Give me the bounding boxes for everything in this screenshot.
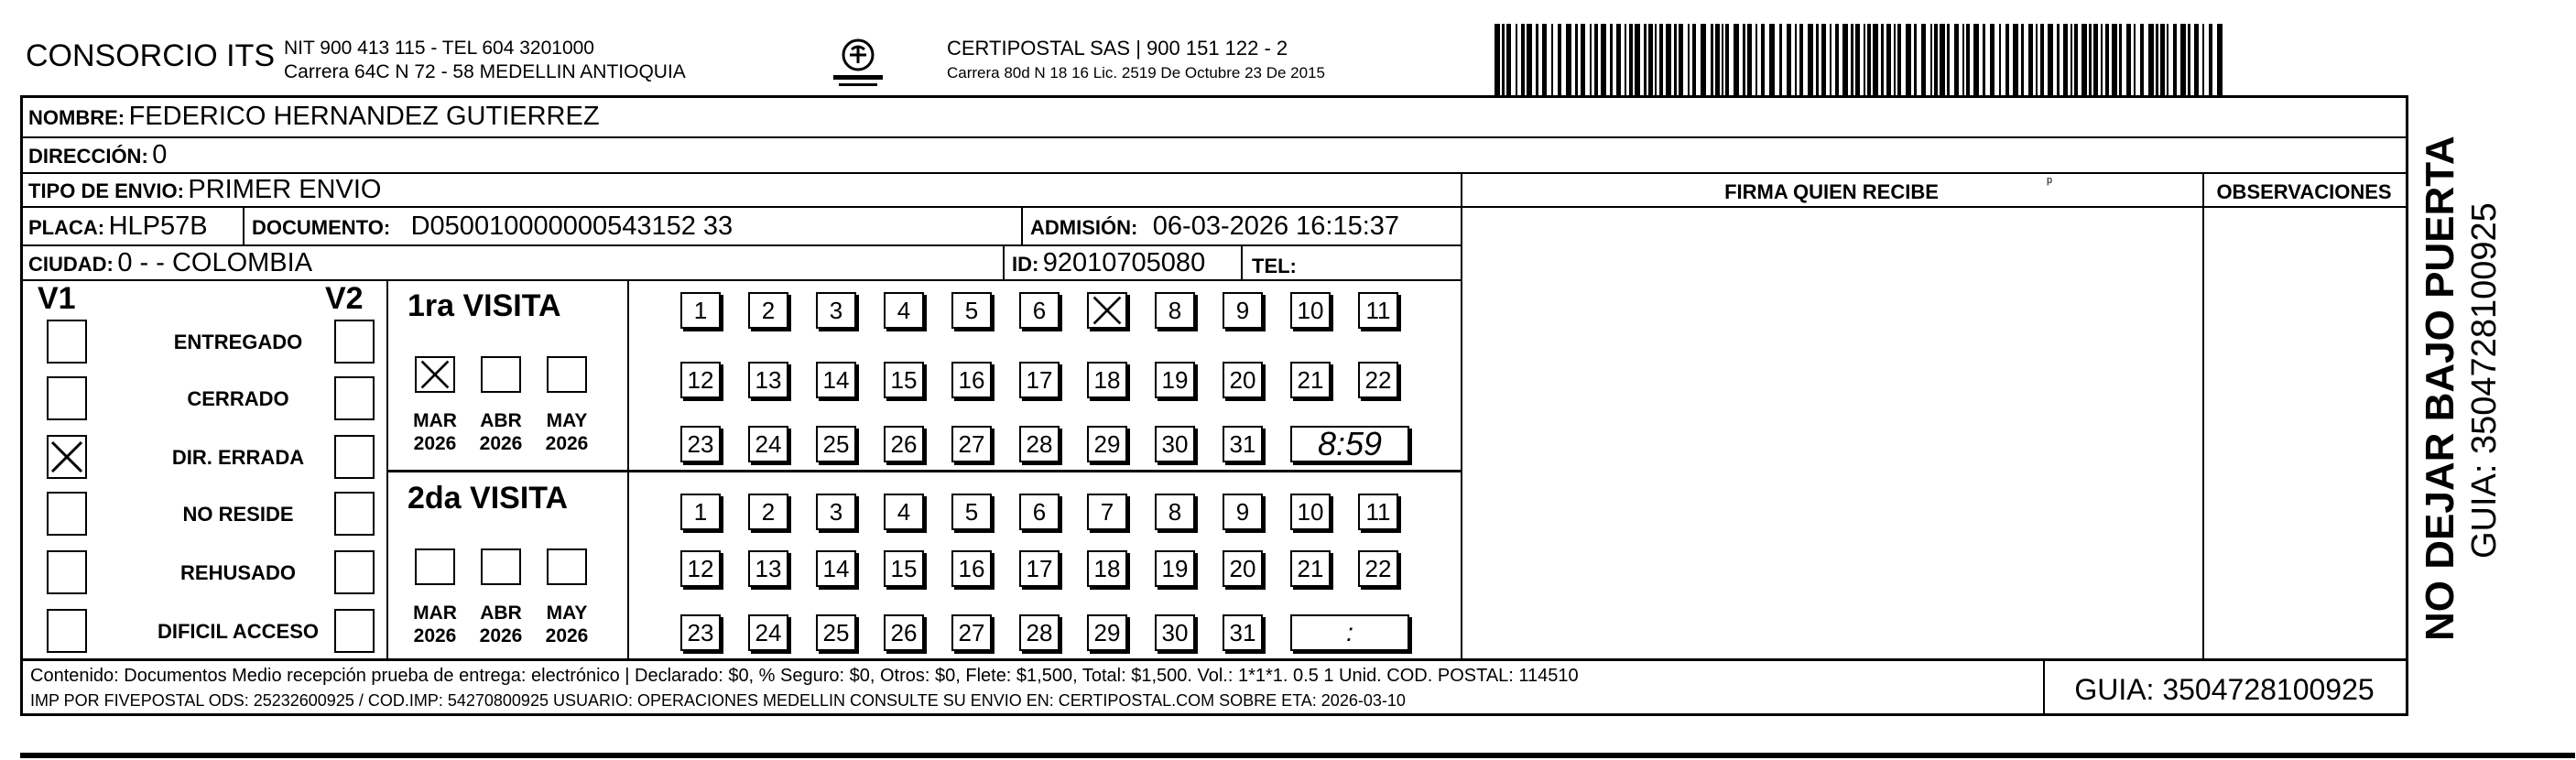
day-box[interactable]: 22 — [1358, 362, 1398, 398]
barcode — [1495, 24, 2227, 95]
day-box[interactable]: 8 — [1155, 292, 1195, 329]
day-box[interactable]: 1 — [680, 494, 721, 530]
observaciones-label: OBSERVACIONES — [2216, 180, 2392, 203]
v2-checkbox[interactable] — [334, 376, 375, 420]
placa-value: HLP57B — [108, 212, 208, 241]
tipo-envio-field — [28, 175, 381, 205]
company-info — [284, 37, 686, 84]
month-label: ABR 2026 — [479, 410, 523, 454]
v1-checkbox[interactable] — [47, 320, 87, 364]
footer-content: Contenido: Documentos Medio recepción prueba de entrega: electrónico | Declarado: $0, % Seguro: $0, Otros: $0, Flete: $1,500, Total: $1,500. Vol.: 1*1*1. 0.5 1 Unid. COD. POSTAL: 114510 — [30, 666, 1579, 686]
tel-label: TEL: — [1252, 255, 1297, 277]
documento-label: DOCUMENTO: — [252, 216, 391, 239]
day-box[interactable]: 28 — [1019, 426, 1060, 462]
month-checkbox[interactable] — [415, 548, 455, 585]
v1-checkbox[interactable] — [47, 609, 87, 653]
day-box[interactable]: 29 — [1087, 426, 1127, 462]
side-warning: NO DEJAR BAJO PUERTA — [2418, 136, 2462, 641]
direccion-field — [28, 140, 167, 170]
day-box[interactable]: 27 — [951, 614, 992, 651]
time-box[interactable]: : — [1290, 614, 1409, 651]
v2-label: V2 — [325, 281, 364, 316]
v1-checkbox[interactable] — [47, 376, 87, 420]
v1-label: V1 — [38, 281, 76, 316]
day-box[interactable]: 6 — [1019, 494, 1060, 530]
form-frame — [20, 95, 2408, 716]
day-box[interactable]: 2 — [748, 292, 788, 329]
day-box[interactable]: 9 — [1223, 292, 1263, 329]
day-box[interactable]: 20 — [1223, 550, 1263, 587]
nombre-value: FEDERICO HERNANDEZ GUTIERREZ — [128, 102, 600, 131]
day-box[interactable]: 24 — [748, 614, 788, 651]
side-guia: GUIA: 3504728100925 — [2465, 202, 2504, 559]
day-box[interactable]: 3 — [816, 494, 856, 530]
day-box[interactable]: 5 — [951, 292, 992, 329]
ciudad-value: 0 - - COLOMBIA — [117, 248, 313, 277]
documento-value: D050010000000543152 33 — [410, 212, 734, 241]
day-box[interactable]: 16 — [951, 362, 992, 398]
status-label: CERRADO — [187, 387, 289, 410]
day-box[interactable]: 21 — [1290, 362, 1331, 398]
day-box[interactable]: 5 — [951, 494, 992, 530]
nombre-label: NOMBRE: — [28, 106, 125, 129]
month-label: MAR 2026 — [413, 603, 457, 646]
month-checkbox[interactable] — [481, 548, 521, 585]
day-box[interactable]: 16 — [951, 550, 992, 587]
direccion-label: DIRECCIÓN: — [28, 145, 148, 168]
first-visit-label: 1ra VISITA — [408, 288, 561, 323]
status-label: ENTREGADO — [173, 331, 303, 353]
month-checkbox[interactable] — [415, 356, 455, 393]
day-box[interactable]: 11 — [1358, 494, 1398, 530]
month-checkbox[interactable] — [481, 356, 521, 393]
status-label: DIR. ERRADA — [171, 446, 305, 469]
admision-field — [1030, 212, 1399, 242]
tipo-envio-value: PRIMER ENVIO — [188, 175, 382, 204]
time-box[interactable]: 8:59 — [1290, 426, 1409, 462]
day-box[interactable]: 23 — [680, 614, 721, 651]
day-box[interactable]: 13 — [748, 362, 788, 398]
status-label: DIFICIL ACCESO — [157, 620, 319, 643]
v2-checkbox[interactable] — [334, 492, 375, 536]
day-box[interactable]: 6 — [1019, 292, 1060, 329]
company-name: CONSORCIO ITS — [26, 38, 276, 73]
month-label: MAY 2026 — [545, 603, 589, 646]
day-box[interactable]: 17 — [1019, 550, 1060, 587]
certipostal-line2: Carrera 80d N 18 16 Lic. 2519 De Octubre 23 De 2015 — [947, 64, 1325, 81]
day-box[interactable]: 14 — [816, 550, 856, 587]
day-box[interactable]: 27 — [951, 426, 992, 462]
certipostal-info — [947, 37, 1325, 82]
status-label: NO RESIDE — [182, 503, 294, 526]
footer-imp: IMP POR FIVEPOSTAL ODS: 25232600925 / COD.IMP: 54270800925 USUARIO: OPERACIONES MEDELLIN CONSULTE SU ENVIO EN: CERTIPOSTAL.COM SOBRE ETA: 2026-03-10 — [30, 691, 1406, 710]
day-box[interactable]: 19 — [1155, 550, 1195, 587]
company-nit: NIT 900 413 115 - TEL 604 3201000 — [284, 38, 594, 59]
status-label: REHUSADO — [180, 561, 296, 584]
day-box[interactable]: 4 — [884, 292, 924, 329]
placa-field — [28, 212, 208, 242]
tipo-envio-label: TIPO DE ENVIO: — [28, 179, 184, 202]
day-box[interactable]: 14 — [816, 362, 856, 398]
company-address: Carrera 64C N 72 - 58 MEDELLIN ANTIOQUIA — [284, 61, 686, 82]
placa-label: PLACA: — [28, 216, 105, 239]
v2-checkbox[interactable] — [334, 609, 375, 653]
nombre-field — [28, 102, 600, 132]
day-box[interactable]: 12 — [680, 550, 721, 587]
day-box[interactable]: 12 — [680, 362, 721, 398]
direccion-value: 0 — [152, 140, 168, 169]
ciudad-label: CIUDAD: — [28, 253, 114, 276]
documento-field — [252, 212, 733, 242]
day-box[interactable]: 19 — [1155, 362, 1195, 398]
month-checkbox[interactable] — [547, 356, 587, 393]
day-box[interactable]: 2 — [748, 494, 788, 530]
day-box[interactable]: 30 — [1155, 426, 1195, 462]
day-box[interactable]: 26 — [884, 426, 924, 462]
ciudad-field — [28, 248, 312, 278]
day-box[interactable]: 31 — [1223, 426, 1263, 462]
firma-mark: ᵖ — [2047, 175, 2053, 190]
day-box[interactable]: 23 — [680, 426, 721, 462]
day-box[interactable]: 28 — [1019, 614, 1060, 651]
v2-checkbox[interactable] — [334, 435, 375, 479]
day-box[interactable]: 8 — [1155, 494, 1195, 530]
month-label: ABR 2026 — [479, 603, 523, 646]
v1-checkbox[interactable] — [47, 435, 87, 479]
month-label: MAR 2026 — [413, 410, 457, 454]
day-box[interactable]: 26 — [884, 614, 924, 651]
admision-value: 06-03-2026 16:15:37 — [1152, 212, 1400, 241]
day-box[interactable]: 24 — [748, 426, 788, 462]
day-box[interactable]: 7 — [1087, 494, 1127, 530]
day-box[interactable]: 25 — [816, 614, 856, 651]
day-box[interactable]: 3 — [816, 292, 856, 329]
second-visit-label: 2da VISITA — [408, 481, 569, 516]
day-box[interactable]: 1 — [680, 292, 721, 329]
v2-checkbox[interactable] — [334, 550, 375, 594]
bottom-rule — [20, 753, 2575, 758]
v1-checkbox[interactable] — [47, 492, 87, 536]
month-label: MAY 2026 — [545, 410, 589, 454]
admision-label: ADMISIÓN: — [1030, 216, 1138, 239]
v1-checkbox[interactable] — [47, 550, 87, 594]
footer-guia: GUIA: 3504728100925 — [2074, 673, 2375, 706]
certipostal-line1: CERTIPOSTAL SAS | 900 151 122 - 2 — [947, 37, 1288, 60]
firma-label: FIRMA QUIEN RECIBE — [1724, 180, 1939, 203]
day-box[interactable]: 15 — [884, 550, 924, 587]
day-box[interactable]: 29 — [1087, 614, 1127, 651]
day-box[interactable]: 18 — [1087, 550, 1127, 587]
day-box[interactable]: 11 — [1358, 292, 1398, 329]
id-label: ID: — [1012, 253, 1039, 276]
day-box[interactable]: 18 — [1087, 362, 1127, 398]
certipostal-logo — [831, 35, 885, 93]
day-box[interactable]: 20 — [1223, 362, 1263, 398]
day-box[interactable]: 10 — [1290, 292, 1331, 329]
day-box[interactable] — [1087, 292, 1127, 329]
day-box[interactable]: 22 — [1358, 550, 1398, 587]
day-box[interactable]: 9 — [1223, 494, 1263, 530]
day-box[interactable]: 21 — [1290, 550, 1331, 587]
month-checkbox[interactable] — [547, 548, 587, 585]
id-value: 92010705080 — [1042, 248, 1206, 277]
day-box[interactable]: 17 — [1019, 362, 1060, 398]
day-box[interactable]: 13 — [748, 550, 788, 587]
day-box[interactable]: 4 — [884, 494, 924, 530]
id-field — [1012, 248, 1205, 278]
day-box[interactable]: 31 — [1223, 614, 1263, 651]
v2-checkbox[interactable] — [334, 320, 375, 364]
day-box[interactable]: 10 — [1290, 494, 1331, 530]
day-box[interactable]: 25 — [816, 426, 856, 462]
day-box[interactable]: 30 — [1155, 614, 1195, 651]
day-box[interactable]: 15 — [884, 362, 924, 398]
tel-field — [1252, 250, 1297, 280]
